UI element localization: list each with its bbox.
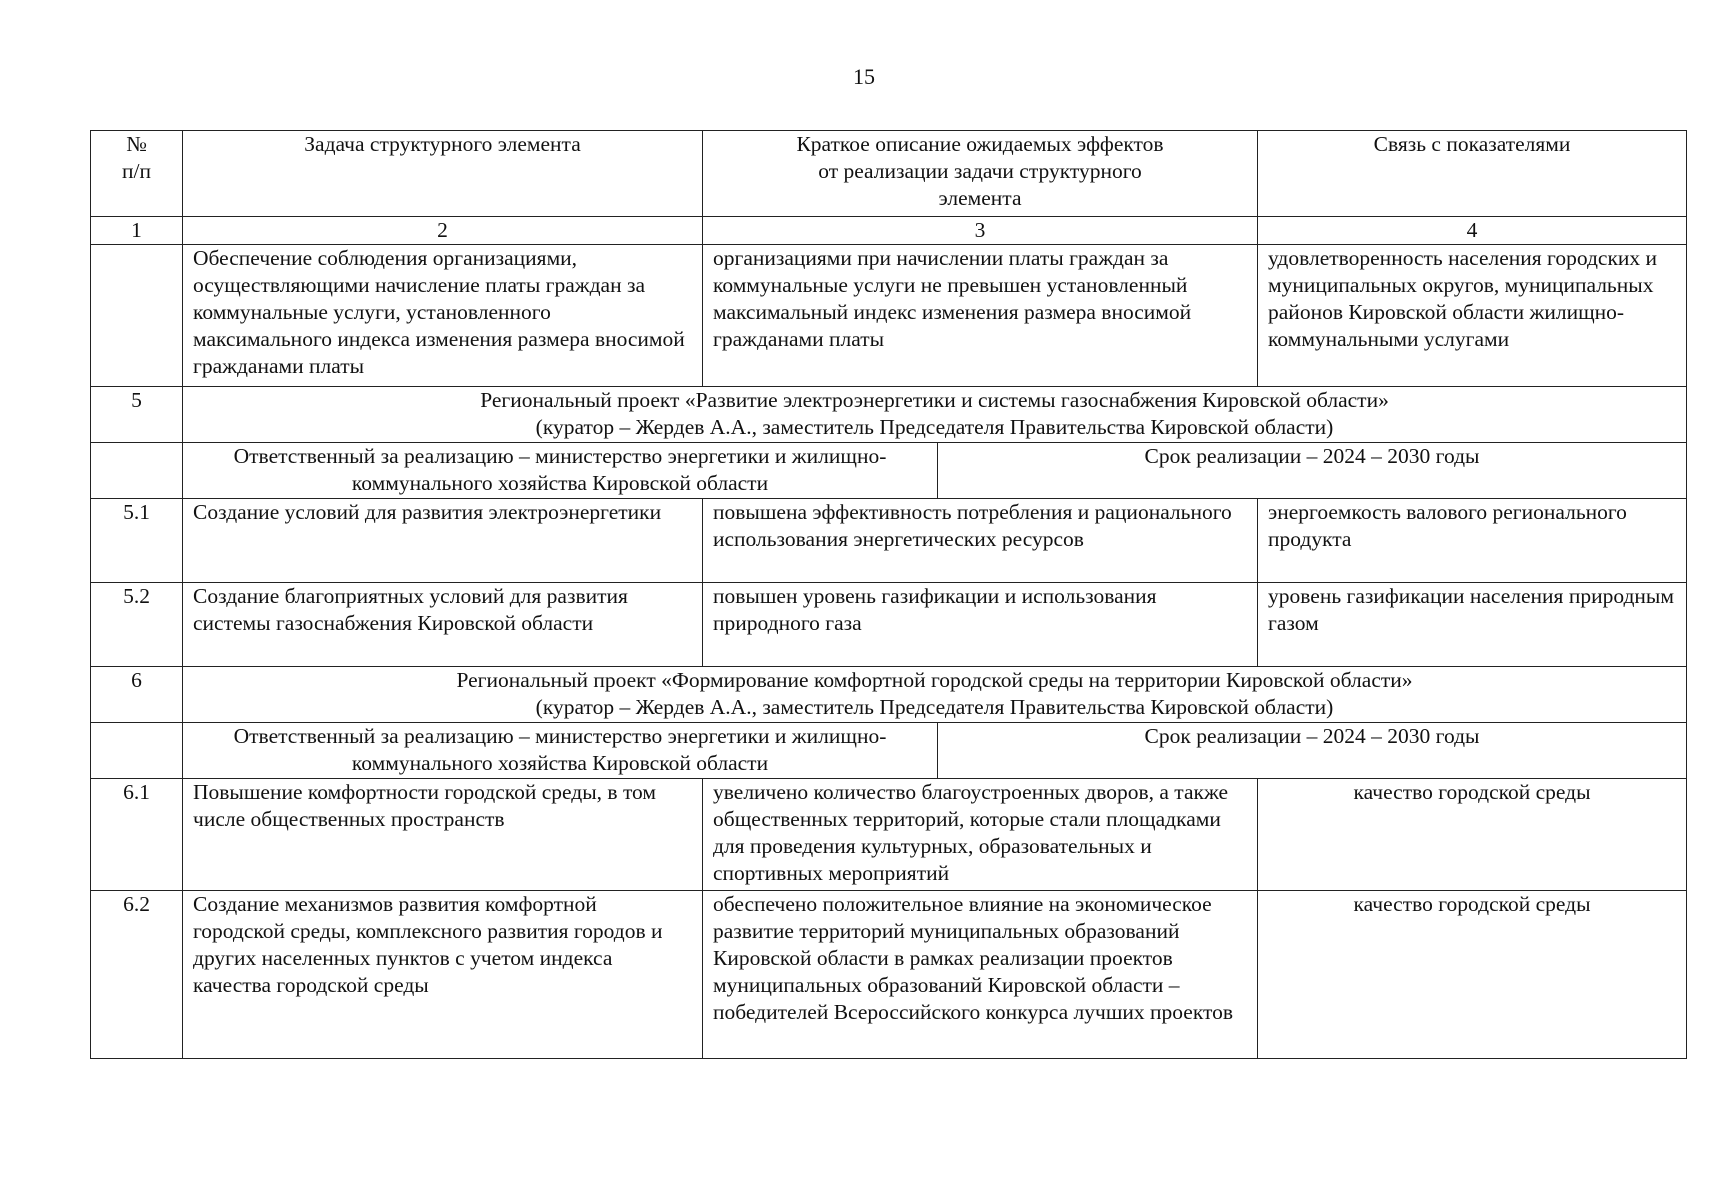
table-row xyxy=(91,583,1687,667)
indicator-cell: энергоемкость валового регионального продукта xyxy=(1258,499,1687,583)
column-number-1: 1 xyxy=(91,217,183,245)
column-number-4: 4 xyxy=(1258,217,1687,245)
table-column-numbers-row xyxy=(91,217,1687,245)
row-number xyxy=(91,245,183,387)
header-effects: Краткое описание ожидаемых эффектов от реализации задачи структурного элемента xyxy=(703,131,1258,217)
task-cell: Создание механизмов развития комфортной городской среды, комплексного развития городов и других населенных пунктов с учетом индекса качества городской среды xyxy=(183,891,703,1059)
table-row xyxy=(91,499,1687,583)
indicator-cell: качество городской среды xyxy=(1258,779,1687,891)
effect-cell: увеличено количество благоустроенных дворов, а также общественных территорий, которые стали площадками для проведения культурных, образовательных и спортивных мероприятий xyxy=(703,779,1258,891)
header-number: № п/п xyxy=(91,131,183,217)
task-cell: Повышение комфортности городской среды, в том числе общественных пространств xyxy=(183,779,703,891)
table-row xyxy=(91,779,1687,891)
task-cell: Создание условий для развития электроэнергетики xyxy=(183,499,703,583)
effect-cell: повышена эффективность потребления и рационального использования энергетических ресурсов xyxy=(703,499,1258,583)
project-number: 5 xyxy=(91,387,183,443)
row-number: 5.1 xyxy=(91,499,183,583)
column-number-2: 2 xyxy=(183,217,703,245)
header-indicators: Связь с показателями xyxy=(1258,131,1687,217)
project-title: Региональный проект «Развитие электроэнергетики и системы газоснабжения Кировской области» (куратор – Жердев А.А., заместитель Председателя Правительства Кировской области) xyxy=(183,387,1687,443)
header-task: Задача структурного элемента xyxy=(183,131,703,217)
task-cell: Создание благоприятных условий для развития системы газоснабжения Кировской области xyxy=(183,583,703,667)
project-title: Региональный проект «Формирование комфортной городской среды на территории Кировской области» (куратор – Жердев А.А., заместитель Председателя Правительства Кировской области) xyxy=(183,667,1687,723)
project-row xyxy=(91,387,1687,443)
row-number xyxy=(91,443,183,499)
structural-elements-table xyxy=(90,130,1687,1059)
project-responsible: Ответственный за реализацию – министерство энергетики и жилищно-коммунального хозяйства Кировской области xyxy=(183,723,938,779)
column-number-3: 3 xyxy=(703,217,1258,245)
project-row xyxy=(91,667,1687,723)
page-number: 15 xyxy=(853,64,875,89)
project-responsible-row xyxy=(91,443,1687,499)
row-number: 6.2 xyxy=(91,891,183,1059)
table-row xyxy=(91,891,1687,1059)
row-number xyxy=(91,723,183,779)
project-term: Срок реализации – 2024 – 2030 годы xyxy=(938,443,1687,499)
table-header-row xyxy=(91,131,1687,217)
row-number: 6.1 xyxy=(91,779,183,891)
indicator-cell: уровень газификации населения природным газом xyxy=(1258,583,1687,667)
effect-cell: организациями при начислении платы граждан за коммунальные услуги не превышен установленный максимальный индекс изменения размера вносимой гражданами платы xyxy=(703,245,1258,387)
indicator-cell: удовлетворенность населения городских и муниципальных округов, муниципальных районов Кировской области жилищно-коммунальными услугами xyxy=(1258,245,1687,387)
table-row xyxy=(91,245,1687,387)
project-number: 6 xyxy=(91,667,183,723)
indicator-cell: качество городской среды xyxy=(1258,891,1687,1059)
effect-cell: обеспечено положительное влияние на экономическое развитие территорий муниципальных образований Кировской области в рамках реализации проектов муниципальных образований Кировской области – победителей Всероссийского конкурса лучших проектов xyxy=(703,891,1258,1059)
project-responsible: Ответственный за реализацию – министерство энергетики и жилищно-коммунального хозяйства Кировской области xyxy=(183,443,938,499)
task-cell: Обеспечение соблюдения организациями, осуществляющими начисление платы граждан за коммунальные услуги, установленного максимального индекса изменения размера вносимой гражданами платы xyxy=(183,245,703,387)
effect-cell: повышен уровень газификации и использования природного газа xyxy=(703,583,1258,667)
project-term: Срок реализации – 2024 – 2030 годы xyxy=(938,723,1687,779)
row-number: 5.2 xyxy=(91,583,183,667)
project-responsible-row xyxy=(91,723,1687,779)
